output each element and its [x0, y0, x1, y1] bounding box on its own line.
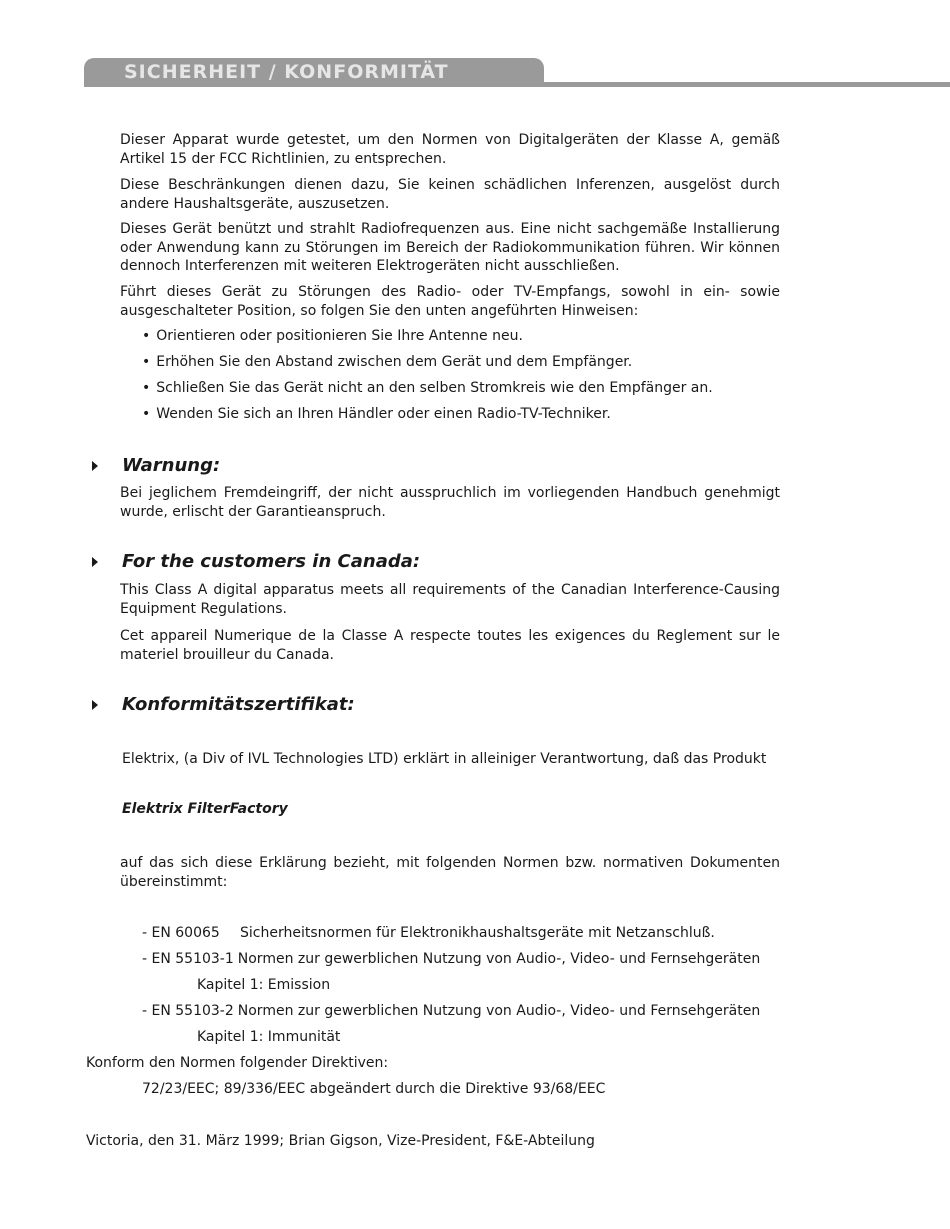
signature-line: Victoria, den 31. März 1999; Brian Gigson, Vize-President, F&E-Abteilung — [86, 1133, 595, 1149]
norm-description: Normen zur gewerblichen Nutzung von Audio-, Video- und Fernsehgeräten — [237, 951, 761, 967]
canada-heading: For the customers in Canada: — [122, 551, 421, 572]
list-item: • Erhöhen Sie den Abstand zwischen dem Gerät und dem Empfänger. — [142, 353, 782, 372]
norm-line-1 — [142, 924, 715, 943]
triangle-right-icon — [92, 557, 98, 567]
conformity-declaration: Elektrix, (a Div of IVL Technologies LTD) erklärt in alleiniger Verantwortung, daß das Produkt — [122, 751, 767, 767]
triangle-right-icon — [92, 700, 98, 710]
intro-paragraph-2: Diese Beschränkungen dienen dazu, Sie keinen schädlichen Inferenzen, ausgelöst durch andere Haushaltsgeräte, auszusetzen. — [120, 177, 780, 212]
intro-paragraph-4: Führt dieses Gerät zu Störungen des Radio- oder TV-Empfangs, sowohl in ein- sowie ausgeschalteter Position, so folgen Sie den unten angeführten Hinweisen: — [120, 284, 780, 319]
conformity-statement: auf das sich diese Erklärung bezieht, mit folgenden Normen bzw. normativen Dokumenten übereinstimmt: — [120, 855, 780, 890]
canada-paragraph-fr: Cet appareil Numerique de la Classe A respecte toutes les exigences du Reglement sur le materiel brouilleur du Canada. — [120, 628, 780, 663]
directives-label: Konform den Normen folgender Direktiven: — [86, 1055, 389, 1071]
list-item: • Schließen Sie das Gerät nicht an den selben Stromkreis wie den Empfänger an. — [142, 379, 782, 398]
norm-code: - EN 60065 — [142, 925, 220, 941]
norm-code: - EN 55103-1 — [142, 951, 234, 967]
intro-paragraph-1: Dieser Apparat wurde getestet, um den Normen von Digitalgeräten der Klasse A, gemäß Artikel 15 der FCC Richtlinien, zu entsprechen. — [120, 132, 780, 167]
norm-description: Normen zur gewerblichen Nutzung von Audio-, Video- und Fernsehgeräten — [237, 1003, 761, 1019]
directives-list: 72/23/EEC; 89/336/EEC abgeändert durch die Direktive 93/68/EEC — [142, 1081, 606, 1097]
norm-line-3 — [142, 1002, 760, 1021]
norm-line-2 — [142, 950, 760, 969]
norm-code: - EN 55103-2 — [142, 1003, 234, 1019]
norm-description: Sicherheitsnormen für Elektronikhaushaltsgeräte mit Netzanschluß. — [240, 925, 715, 941]
warning-text: Bei jeglichem Fremdeingriff, der nicht ausspruchlich im vorliegenden Handbuch genehmigt wurde, erlischt der Garantieanspruch. — [120, 485, 780, 520]
triangle-right-icon — [92, 461, 98, 471]
norm-subtitle: Kapitel 1: Immunität — [197, 1029, 341, 1045]
intro-paragraph-3: Dieses Gerät benützt und strahlt Radiofrequenzen aus. Eine nicht sachgemäße Installierung oder Anwendung kann zu Störungen im Bereich der Radiokommunikation führen. Wir können dennoch Interferenzen mit weiteren Elektrogeräten nicht ausschließen. — [120, 221, 780, 274]
warning-heading: Warnung: — [122, 455, 221, 476]
section-title: SICHERHEIT / KONFORMITÄT — [124, 61, 449, 83]
product-name: Elektrix FilterFactory — [122, 801, 288, 817]
list-item: • Orientieren oder positionieren Sie Ihre Antenne neu. — [142, 327, 782, 346]
conformity-heading: Konformitätszertifikat: — [122, 694, 355, 715]
list-item: • Wenden Sie sich an Ihren Händler oder einen Radio-TV-Techniker. — [142, 405, 782, 424]
norm-subtitle: Kapitel 1: Emission — [197, 977, 331, 993]
canada-paragraph-en: This Class A digital apparatus meets all requirements of the Canadian Interference-Causing Equipment Regulations. — [120, 582, 780, 617]
